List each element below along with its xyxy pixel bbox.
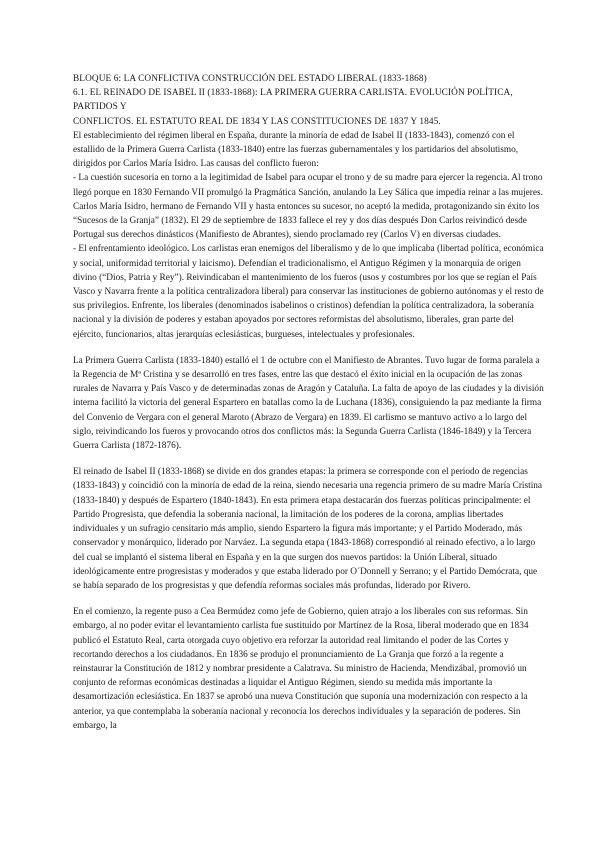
paragraph-regency-reforms: En el comienzo, la regente puso a Cea Bermúdez como jefe de Gobierno, quien atrajo a los liberales con sus reformas. Sin embargo, al no poder evitar el levantamiento carlista fue sustituido por Martínez de la Rosa, liberal moderado que en 1834 publicó el Estatuto Real, carta otorgada cuyo objetivo era reforzar la autoridad real limitando el poder de las Cortes y recortando derechos a los ciudadanos. En 1836 se produjo el pronunciamiento de La Granja que forzó a la regente a reinstaurar la Constitución de 1812 y nombrar presidente a Calatrava. Su ministro de Hacienda, Mendizábal, promovió un conjunto de reformas económicas destinadas a liquidar el Antiguo Régimen, siendo su medida más importante la desamortización eclesiástica. En 1837 se aprobó una nueva Constitución que suponía una modernización con respecto a la anterior, ya que contemplaba la soberanía nacional y reconocía los derechos individuales y la separación de poderes. Sin embargo, la xyxy=(73,607,529,731)
paragraph-cause-ideology: - El enfrentamiento ideológico. Los carlistas eran enemigos del liberalismo y de lo que implicaba (libertad política, económica y social, uniformidad territorial y laicismo). Defendían el tradicionalismo, el Antiguo Régimen y la monarquía de origen divino (“Dios, Patria y Rey”). Reivindicaban el mantenimiento de los fueros (usos y costumbres por los que se regían el País Vasco y Navarra frente a la política centralizadora liberal) para conservar las instituciones de gobierno autónomas y el resto de sus privilegios. Enfrente, los liberales (denominados isabelinos o cristinos) defendían la política centralizadora, la soberanía nacional y la división de poderes y estaban apoyados por sectores reformistas del absolutismo, liberales, gran parte del ejército, funcionarios, altas jerarquías eclesiásticas, burgueses, intelectuales y profesionales. xyxy=(73,244,544,340)
block-heading: BLOQUE 6: LA CONFLICTIVA CONSTRUCCIÓN DEL ESTADO LIBERAL (1833-1868) xyxy=(73,74,427,84)
paragraph-cause-succession: - La cuestión sucesoria en torno a la legitimidad de Isabel para ocupar el trono y de su madre para ejercer la regencia. Al trono llegó porque en 1830 Fernando VII promulgó la Pragmática Sanción, anulando la Ley Sálica que impedía reinar a las mujeres. Carlos María Isidro, hermano de Fernando VII y hasta entonces su sucesor, no aceptó la medida, protagonizando sin éxito los “Sucesos de la Granja” (1832). El 29 de septiembre de 1833 fallece el rey y dos días después Don Carlos reivindicó desde Portugal sus derechos dinásticos (Manifiesto de Abrantes), siendo proclamado rey (Carlos V) en diversas ciudades. xyxy=(73,173,543,241)
paragraph-first-carlist-war: La Primera Guerra Carlista (1833-1840) estalló el 1 de octubre con el Manifiesto de Abrantes. Tuvo lugar de forma paralela a la Regencia de Mª Cristina y se desarrolló en tres fases, entre las que destacó el éxito inicial en la ocupación de las zonas rurales de Navarra y País Vasco y de determinadas zonas de Aragón y Cataluña. La falta de apoyo de las ciudades y la división interna facilitó la victoria del general Espartero en batallas como la de Luchana (1836), consiguiendo la paz mediante la firma del Convenio de Vergara con el general Maroto (Abrazo de Vergara) en 1839. El carlismo se mantuvo activo a lo largo del siglo, reivindicando los fueros y provocando otros dos conflictos más: la Segunda Guerra Carlista (1846-1849) y la Tercera Guerra Carlista (1872-1876). xyxy=(73,355,544,452)
paragraph-reign-stages: El reinado de Isabel II (1833-1868) se divide en dos grandes etapas: la primera se corresponde con el periodo de regencias (1833-1843) y coincidió con la minoría de edad de la reina, siendo necesaria una regencia primero de su madre María Cristina (1833-1840) y después de Espartero (1840-1843). En esta primera etapa destacarán dos fuerzas políticas principalmente: el Partido Progresista, que defendía la soberanía nacional, la limitación de los poderes de la corona, amplias libertades individuales y un sufragio censitario más amplio, siendo Espartero la figura más importante; y el Partido Moderado, más conservador y monárquico, liderado por Narváez. La segunda etapa (1843-1868) correspondió al reinado efectivo, a lo largo del cual se implantó el sistema liberal en España y en la que surgen dos nuevos partidos: la Unión Liberal, situado ideológicamente entre progresistas y moderados y que estaba liderado por O´Donnell y Serrano; y el Partido Demócrata, que se había separado de los progresistas y que defendía reformas sociales más profundas, liderado por Rivero. xyxy=(73,467,543,591)
intro-block xyxy=(73,129,544,342)
paragraph-intro: El establecimiento del régimen liberal en España, durante la minoría de edad de Isabel II (1833-1843), comenzó con el estallido de la Primera Guerra Carlista (1833-1840) entre las fuerzas gubernamentales y los partidarios del absolutismo, dirigidos por Carlos María Isidro. Las causas del conflicto fueron: xyxy=(73,130,519,170)
subsection-heading: CONFLICTOS. EL ESTATUTO REAL DE 1834 Y LAS CONSTITUCIONES DE 1837 Y 1845. xyxy=(73,116,441,127)
section-heading: 6.1. EL REINADO DE ISABEL II (1833-1868): LA PRIMERA GUERRA CARLISTA. EVOLUCIÓN POLÍTICA, PARTIDOS Y xyxy=(73,88,513,113)
